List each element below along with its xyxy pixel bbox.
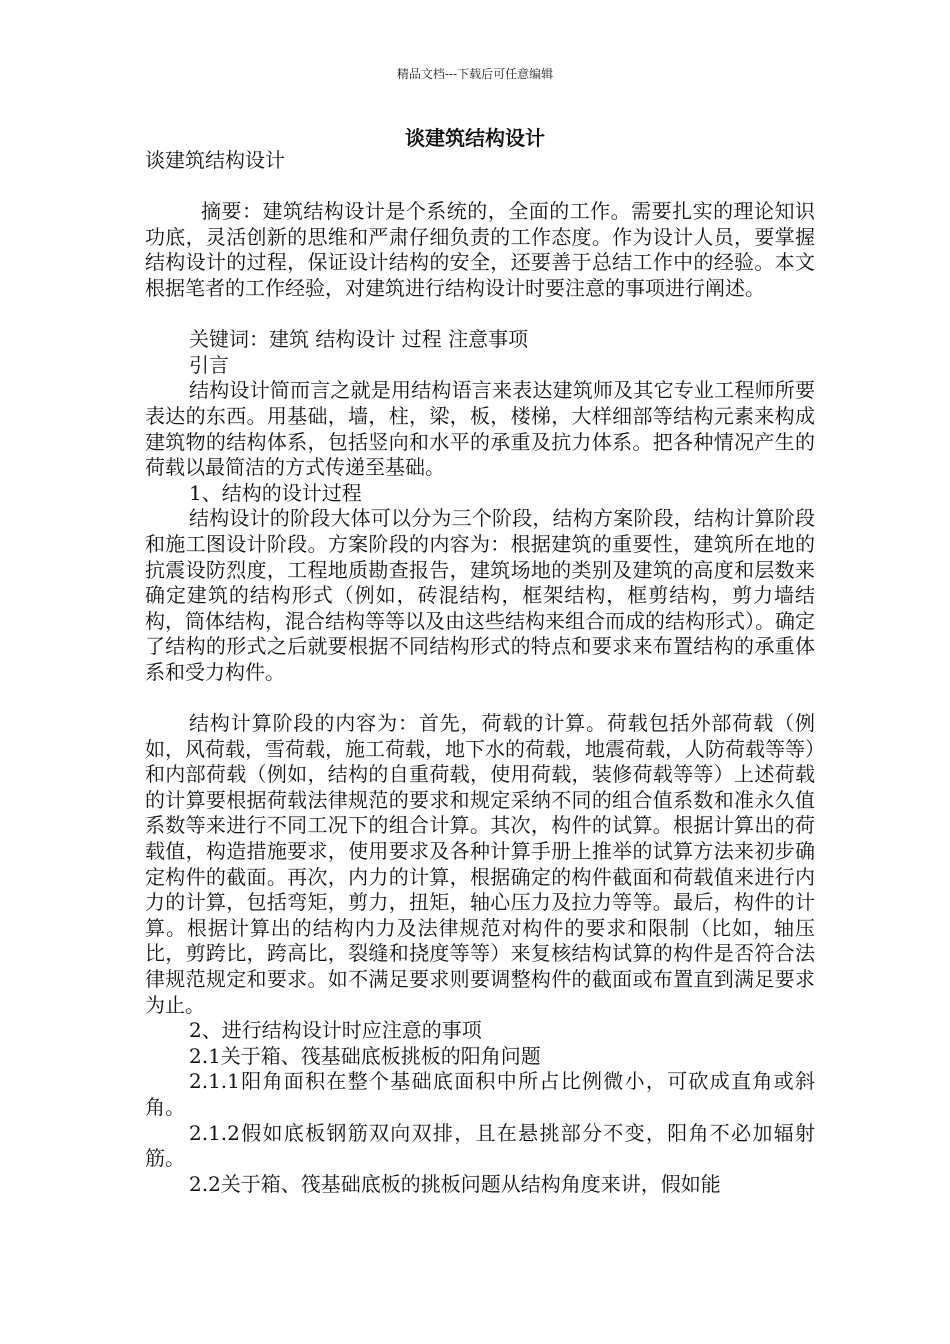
intro-paragraph: 结构设计简而言之就是用结构语言来表达建筑师及其它专业工程师所要表达的东西。用基础，墙，柱，梁，板，楼梯，大样细部等结构元素来构成建筑物的结构体系，包括竖向和水平的承重及抗力体系。把各种情况产生的荷载以最简洁的方式传递至基础。 bbox=[145, 378, 815, 480]
section1-paragraph-2: 结构计算阶段的内容为：首先，荷载的计算。荷载包括外部荷载（例如，风荷载，雪荷载，施工荷载，地下水的荷载，地震荷载，人防荷载等等）和内部荷载（例如，结构的自重荷载，使用荷载，装修荷载等等）上述荷载的计算要根据荷载法律规范的要求和规定采纳不同的组合值系数和准永久值系数等来进行不同工况下的组合计算。其次，构件的试算。根据计算出的荷载值，构造措施要求，使用要求及各种计算手册上推举的试算方法来初步确定构件的截面。再次，内力的计算，根据确定的构件截面和荷载值来进行内力的计算，包括弯矩，剪力，扭矩，轴心压力及拉力等等。最后，构件的计算。根据计算出的结构内力及法律规范对构件的要求和限制（比如，轴压比，剪跨比，跨高比，裂缝和挠度等等）来复核结构试算的构件是否符合法律规范规定和要求。如不满足要求则要调整构件的截面或布置直到满足要求为止。 bbox=[145, 711, 815, 1017]
section2-1-1-paragraph: 2.1.1阳角面积在整个基础底面积中所占比例微小，可砍成直角或斜角。 bbox=[145, 1069, 815, 1119]
document-title: 谈建筑结构设计 bbox=[405, 126, 545, 150]
section1-paragraph-1: 结构设计的阶段大体可以分为三个阶段，结构方案阶段，结构计算阶段和施工图设计阶段。方案阶段的内容为：根据建筑的重要性，建筑所在地的抗震设防烈度，工程地质勘查报告，建筑场地的类别及建筑的高度和层数来确定建筑的结构形式（例如，砖混结构，框架结构，框剪结构，剪力墙结构，筒体结构，混合结构等等以及由这些结构来组合而成的结构形式）。确定了结构的形式之后就要根据不同结构形式的特点和要求来布置结构的承重体系和受力构件。 bbox=[145, 506, 815, 684]
section1-heading: 1、结构的设计过程 bbox=[189, 480, 362, 505]
document-body bbox=[145, 148, 815, 1197]
spacer bbox=[145, 302, 815, 328]
section2-heading: 2、进行结构设计时应注意的事项 bbox=[189, 1018, 482, 1043]
abstract-paragraph: 摘要：建筑结构设计是个系统的，全面的工作。需要扎实的理论知识功底，灵活创新的思维和严肃仔细负责的工作态度。作为设计人员，要掌握结构设计的过程，保证设计结构的安全，还要善于总结工作中的经验。本文根据笔者的工作经验，对建筑进行结构设计时要注意的事项进行阐述。 bbox=[145, 199, 815, 300]
section2-1-2-paragraph: 2.1.2假如底板钢筋双向双排，且在悬挑部分不变，阳角不必加辐射筋。 bbox=[145, 1120, 815, 1171]
spacer bbox=[145, 685, 815, 711]
page-header: 精品文档---下载后可任意编辑 bbox=[396, 67, 554, 81]
spacer bbox=[145, 174, 815, 200]
section2-2-paragraph: 2.2关于箱、筏基础底板的挑板问题从结构角度来讲，假如能 bbox=[189, 1171, 721, 1196]
document-subtitle: 谈建筑结构设计 bbox=[145, 148, 285, 172]
section2-1-heading: 2.1关于箱、筏基础底板挑板的阳角问题 bbox=[189, 1043, 541, 1068]
keywords-line: 关键词：建筑 结构设计 过程 注意事项 bbox=[189, 327, 529, 352]
intro-heading: 引言 bbox=[189, 352, 229, 377]
